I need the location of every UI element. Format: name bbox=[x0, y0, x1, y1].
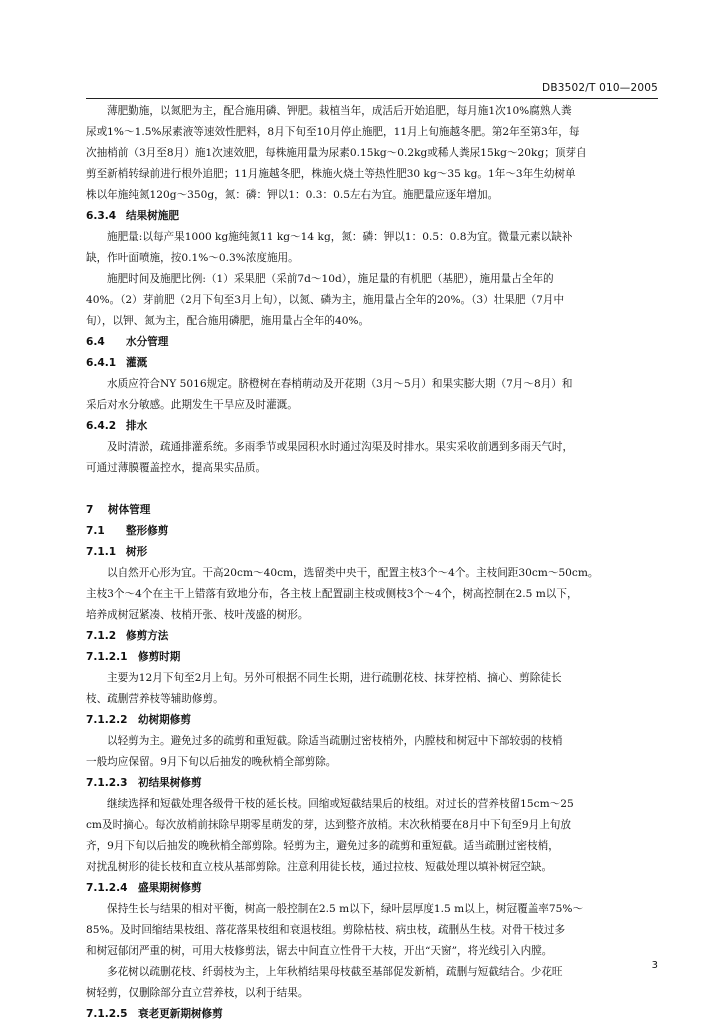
clause-heading bbox=[86, 1004, 658, 1025]
paragraph-line: 株以年施纯氮120g～350g，氮：磷：钾以1：0.3：0.5左右为宜。施肥量应逐年增加。 bbox=[86, 189, 499, 201]
heading-title: 水分管理 bbox=[126, 336, 169, 348]
heading-number: 7 bbox=[86, 504, 94, 516]
heading-number: 6.4.1 bbox=[86, 357, 117, 369]
paragraph-line: 薄肥勤施，以氮肥为主，配合施用磷、钾肥。栽植当年，成活后开始追肥，每月施1次10%腐熟人粪 bbox=[107, 105, 572, 117]
clause-heading bbox=[86, 416, 658, 437]
paragraph-line: 缺，作叶面喷施，按0.1%～0.3%浓度施用。 bbox=[86, 252, 299, 264]
paragraph-line: 可通过薄膜覆盖控水，提高果实品质。 bbox=[86, 462, 267, 474]
paragraph-line: 主枝3个～4个在主干上错落有致地分布，各主枝上配置副主枝或侧枝3个～4个，树高控制在2.5 m以下， bbox=[86, 588, 578, 600]
clause-heading bbox=[86, 710, 658, 731]
paragraph-line: 枝、疏删营养枝等辅助修剪。 bbox=[86, 693, 224, 705]
paragraph-line: 施肥量:以每产果1000 kg施纯氮11 kg～14 kg，氮：磷：钾以1：0.5：0.8为宜。微量元素以缺补 bbox=[107, 231, 573, 243]
paragraph-line: cm及时摘心。每次放梢前抹除早期零星萌发的芽，达到整齐放梢。末次秋梢要在8月中下旬至9月上旬放 bbox=[86, 819, 571, 831]
paragraph-line: 继续选择和短截处理各级骨干枝的延长枝。回缩或短截结果后的枝组。对过长的营养枝留15cm～25 bbox=[107, 798, 574, 810]
paragraph-line: 及时清淤，疏通排灌系统。多雨季节或果园积水时通过沟渠及时排水。果实采收前遇到多雨天气时， bbox=[107, 441, 574, 453]
clause-heading bbox=[86, 206, 658, 227]
clause-heading bbox=[86, 542, 658, 563]
heading-number: 7.1.2.3 bbox=[86, 777, 128, 789]
paragraph-line: 对扰乱树形的徒长枝和直立枝从基部剪除。注意利用徒长枝，通过拉枝、短截处理以填补树冠空缺。 bbox=[86, 861, 553, 873]
heading-title: 灌溉 bbox=[126, 357, 148, 369]
clause-heading bbox=[86, 878, 658, 899]
document-body bbox=[86, 101, 658, 1025]
heading-number: 7.1.1 bbox=[86, 546, 117, 558]
paragraph-line: 剪至新梢转绿前进行根外追肥；11月施越冬肥，株施火烧土等热性肥30 kg～35 kg。1年～3年生幼树单 bbox=[86, 168, 576, 180]
heading-number: 7.1.2.1 bbox=[86, 651, 128, 663]
heading-title: 树体管理 bbox=[108, 504, 151, 516]
paragraph-line: 旬），以钾、氮为主，配合施用磷肥，施用量占全年的40%。 bbox=[86, 315, 370, 327]
heading-title: 排水 bbox=[126, 420, 148, 432]
heading-title: 幼树期修剪 bbox=[138, 714, 191, 726]
heading-number: 7.1.2.5 bbox=[86, 1008, 128, 1020]
document-code: DB3502/T 010—2005 bbox=[542, 82, 658, 94]
paragraph-line: 主要为12月下旬至2月上旬。另外可根据不同生长期，进行疏删花枝、抹芽控梢、摘心、剪除徒长 bbox=[107, 672, 562, 684]
paragraph-line: 齐，9月下旬以后抽发的晚秋梢全部剪除。轻剪为主，避免过多的疏剪和重短截。适当疏删过密枝梢， bbox=[86, 840, 559, 852]
clause-heading bbox=[86, 647, 658, 668]
paragraph-line: 一般均应保留。9月下旬以后抽发的晚秋梢全部剪除。 bbox=[86, 756, 337, 768]
paragraph-line: 以自然开心形为宜。干高20cm～40cm，选留类中央干，配置主枝3个～4个。主枝间距30cm～50cm。 bbox=[107, 567, 599, 579]
heading-title: 衰老更新期树修剪 bbox=[138, 1008, 223, 1020]
heading-number: 6.4 bbox=[86, 336, 105, 348]
heading-title: 修剪时期 bbox=[138, 651, 181, 663]
paragraph-line: 施肥时间及施肥比例:（1）采果肥（采前7d～10d），施足量的有机肥（基肥），施用量占全年的 bbox=[107, 273, 554, 285]
header-rule bbox=[86, 98, 658, 99]
clause-heading bbox=[86, 353, 658, 374]
clause-heading bbox=[86, 332, 658, 353]
heading-title: 初结果树修剪 bbox=[138, 777, 202, 789]
section-heading bbox=[86, 500, 658, 521]
clause-heading bbox=[86, 521, 658, 542]
heading-title: 树形 bbox=[126, 546, 148, 558]
paragraph-line: 和树冠郁闭严重的树，可用大枝修剪法，锯去中间直立性骨干大枝，开出“天窗”，将光线引入内膛。 bbox=[86, 945, 553, 957]
paragraph-line: 水质应符合NY 5016规定。脐橙树在春梢萌动及开花期（3月～5月）和果实膨大期（7月～8月）和 bbox=[107, 378, 573, 390]
paragraph-line: 培养成树冠紧凑、枝梢开张、枝叶茂盛的树形。 bbox=[86, 609, 309, 621]
paragraph-line: 次抽梢前（3月至8月）施1次速效肥，每株施用量为尿素0.15kg～0.2kg或稀人粪尿15kg～20kg；顶芽自 bbox=[86, 147, 587, 159]
clause-heading bbox=[86, 773, 658, 794]
clause-heading bbox=[86, 626, 658, 647]
paragraph-line: 树轻剪，仅删除部分直立营养枝，以利于结果。 bbox=[86, 987, 309, 999]
heading-number: 7.1.2.4 bbox=[86, 882, 128, 894]
heading-number: 6.3.4 bbox=[86, 210, 117, 222]
heading-title: 结果树施肥 bbox=[126, 210, 179, 222]
heading-title: 盛果期树修剪 bbox=[138, 882, 202, 894]
heading-number: 7.1.2 bbox=[86, 630, 117, 642]
paragraph-line: 多花树以疏删花枝、纤弱枝为主，上年秋梢结果母枝截至基部促发新梢，疏删与短截结合。少花旺 bbox=[107, 966, 563, 978]
paragraph-line: 采后对水分敏感。此期发生干旱应及时灌溉。 bbox=[86, 399, 298, 411]
heading-number: 7.1 bbox=[86, 525, 105, 537]
heading-number: 7.1.2.2 bbox=[86, 714, 128, 726]
paragraph-line: 保持生长与结果的相对平衡，树高一般控制在2.5 m以下，绿叶层厚度1.5 m以上，树冠覆盖率75%～ bbox=[107, 903, 584, 915]
paragraph-line: 以轻剪为主。避免过多的疏剪和重短截。除适当疏删过密枝梢外，内膛枝和树冠中下部较弱的枝梢 bbox=[107, 735, 563, 747]
heading-number: 6.4.2 bbox=[86, 420, 117, 432]
paragraph-line: 尿或1%～1.5%尿素液等速效性肥料，8月下旬至10月停止施肥，11月上旬施越冬肥。第2年至第3年，每 bbox=[86, 126, 580, 138]
heading-title: 修剪方法 bbox=[126, 630, 169, 642]
paragraph-line: 85%。及时回缩结果枝组、落花落果枝组和衰退枝组。剪除枯枝、病虫枝，疏删丛生枝。对骨干枝过多 bbox=[86, 924, 566, 936]
heading-title: 整形修剪 bbox=[126, 525, 169, 537]
paragraph-line: 40%。（2）芽前肥（2月下旬至3月上旬），以氮、磷为主，施用量占全年的20%。（3）壮果肥（7月中 bbox=[86, 294, 565, 306]
page-number: 3 bbox=[651, 960, 658, 971]
